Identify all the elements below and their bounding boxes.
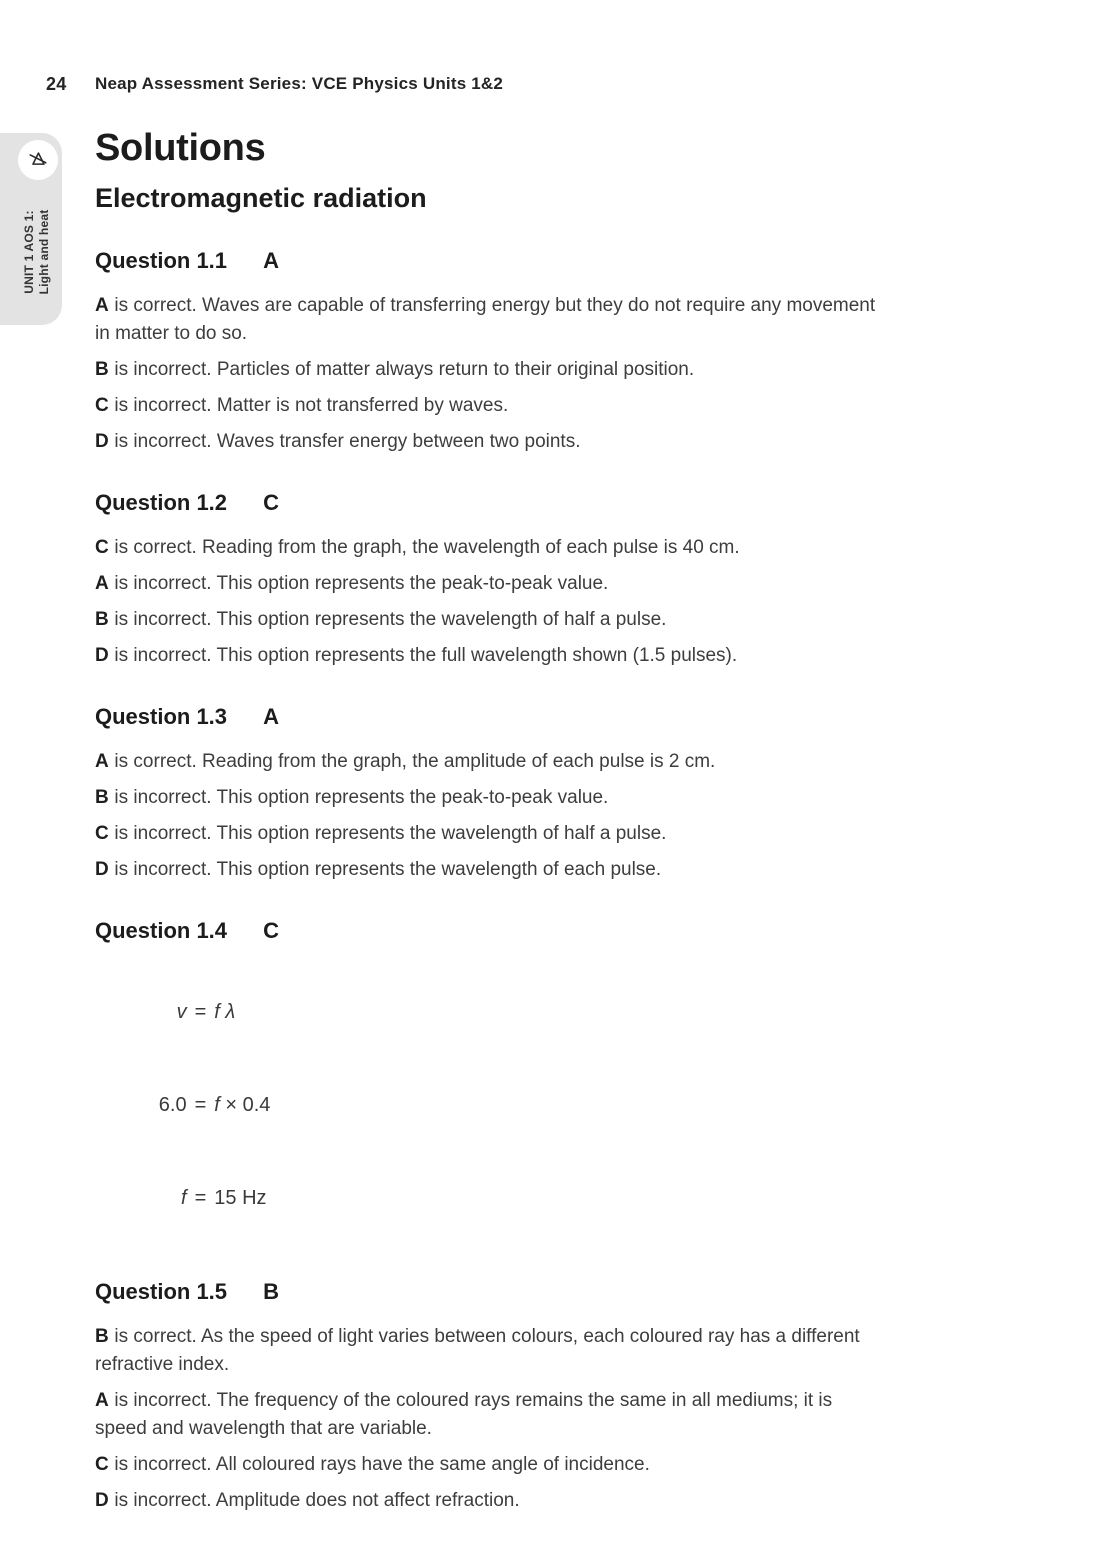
- equation-rhs: 15 Hz: [214, 1187, 267, 1209]
- question-section: [95, 1279, 975, 1515]
- explanation: [95, 356, 880, 384]
- unit-label: [22, 194, 54, 310]
- page-header: [46, 74, 504, 95]
- option-letter: C: [95, 537, 109, 558]
- question-answer: B: [263, 1279, 280, 1304]
- equals-sign: =: [194, 1094, 207, 1116]
- explanation: [95, 642, 880, 670]
- equation-lhs: 6.0: [158, 1094, 187, 1116]
- question-answer: C: [263, 490, 280, 515]
- equals-sign: =: [194, 1187, 207, 1209]
- question-answer: A: [263, 704, 280, 729]
- working-block: [95, 966, 975, 1245]
- explanation-text: is incorrect. This option represents the full wavelength shown (1.5 pulses).: [114, 645, 738, 666]
- explanation: [95, 570, 880, 598]
- prism-light-ray-icon: [27, 149, 49, 171]
- explanation-text: is correct. Waves are capable of transferring energy but they do not require any movement in matter to do so.: [95, 295, 876, 344]
- unit-sidebar-tab: [0, 133, 62, 325]
- explanation-text: is incorrect. The frequency of the coloured rays remains the same in all mediums; it is speed and wavelength that are variable.: [95, 1390, 833, 1439]
- question-label: Question 1.1: [95, 248, 228, 273]
- explanation: [95, 1387, 880, 1443]
- equals-sign: =: [194, 1001, 207, 1023]
- explanation-text: is incorrect. Particles of matter always return to their original position.: [114, 359, 695, 380]
- option-letter: C: [95, 395, 109, 416]
- option-letter: D: [95, 645, 109, 666]
- option-letter: D: [95, 859, 109, 880]
- explanation-text: is incorrect. This option represents the wavelength of each pulse.: [114, 859, 662, 880]
- topic-subtitle: Electromagnetic radiation: [95, 183, 427, 213]
- explanation: [95, 1487, 880, 1515]
- question-heading: [95, 248, 975, 274]
- equation-line: [95, 1059, 975, 1152]
- unit-label-line2: Light and heat: [37, 209, 51, 295]
- explanation: [95, 856, 880, 884]
- unit-label-line1: UNIT 1 AOS 1:: [22, 210, 36, 294]
- explanation-text: is incorrect. This option represents the peak-to-peak value.: [114, 787, 609, 808]
- explanation: [95, 748, 880, 776]
- explanation: [95, 534, 880, 562]
- option-letter: B: [95, 1326, 109, 1347]
- question-label: Question 1.5: [95, 1279, 228, 1304]
- option-letter: C: [95, 823, 109, 844]
- explanation-text: is incorrect. Matter is not transferred by waves.: [114, 395, 509, 416]
- explanation-text: is incorrect. This option represents the peak-to-peak value.: [114, 573, 609, 594]
- question-section: [95, 918, 975, 1245]
- explanation: [95, 606, 880, 634]
- explanation: [95, 428, 880, 456]
- explanation-text: is correct. Reading from the graph, the amplitude of each pulse is 2 cm.: [114, 751, 716, 772]
- page-title: Solutions: [95, 127, 266, 169]
- explanation-text: is incorrect. This option represents the wavelength of half a pulse.: [114, 609, 667, 630]
- explanation-text: is incorrect. Waves transfer energy between two points.: [114, 431, 581, 452]
- page-number: 24: [46, 74, 67, 94]
- question-answer: A: [263, 248, 280, 273]
- content-column: [95, 126, 975, 1523]
- equation-rhs: f: [214, 1094, 220, 1116]
- option-letter: A: [95, 1390, 109, 1411]
- option-letter: D: [95, 431, 109, 452]
- option-letter: B: [95, 609, 109, 630]
- equation-lhs: v: [176, 1001, 187, 1023]
- explanation-text: is incorrect. Amplitude does not affect refraction.: [114, 1490, 520, 1511]
- option-letter: A: [95, 751, 109, 772]
- explanation: [95, 784, 880, 812]
- question-heading: [95, 918, 975, 944]
- explanation: [95, 292, 880, 348]
- explanation: [95, 392, 880, 420]
- explanation-text: is correct. As the speed of light varies between colours, each coloured ray has a different refractive index.: [95, 1326, 860, 1375]
- question-answer: C: [263, 918, 280, 943]
- option-letter: B: [95, 359, 109, 380]
- question-section: [95, 248, 975, 456]
- question-label: Question 1.4: [95, 918, 228, 943]
- question-heading: [95, 704, 975, 730]
- explanation-text: is incorrect. All coloured rays have the same angle of incidence.: [114, 1454, 650, 1475]
- explanation: [95, 1323, 880, 1379]
- option-letter: C: [95, 1454, 109, 1475]
- question-section: [95, 490, 975, 670]
- explanation-text: is incorrect. This option represents the wavelength of half a pulse.: [114, 823, 667, 844]
- explanation: [95, 1451, 880, 1479]
- equation-line: [95, 966, 975, 1059]
- option-letter: A: [95, 573, 109, 594]
- question-label: Question 1.2: [95, 490, 228, 515]
- question-label: Question 1.3: [95, 704, 228, 729]
- option-letter: A: [95, 295, 109, 316]
- explanation-text: is correct. Reading from the graph, the wavelength of each pulse is 40 cm.: [114, 537, 740, 558]
- question-heading: [95, 1279, 975, 1305]
- option-letter: D: [95, 1490, 109, 1511]
- explanation: [95, 820, 880, 848]
- equation-line: [95, 1152, 975, 1245]
- unit-icon-badge: [18, 140, 58, 180]
- question-heading: [95, 490, 975, 516]
- option-letter: B: [95, 787, 109, 808]
- question-section: [95, 704, 975, 884]
- equation-rhs: f λ: [214, 1001, 236, 1023]
- equation-rhs: × 0.4: [219, 1094, 271, 1116]
- equation-lhs: f: [181, 1187, 187, 1209]
- running-header-title: Neap Assessment Series: VCE Physics Units 1&2: [95, 74, 504, 93]
